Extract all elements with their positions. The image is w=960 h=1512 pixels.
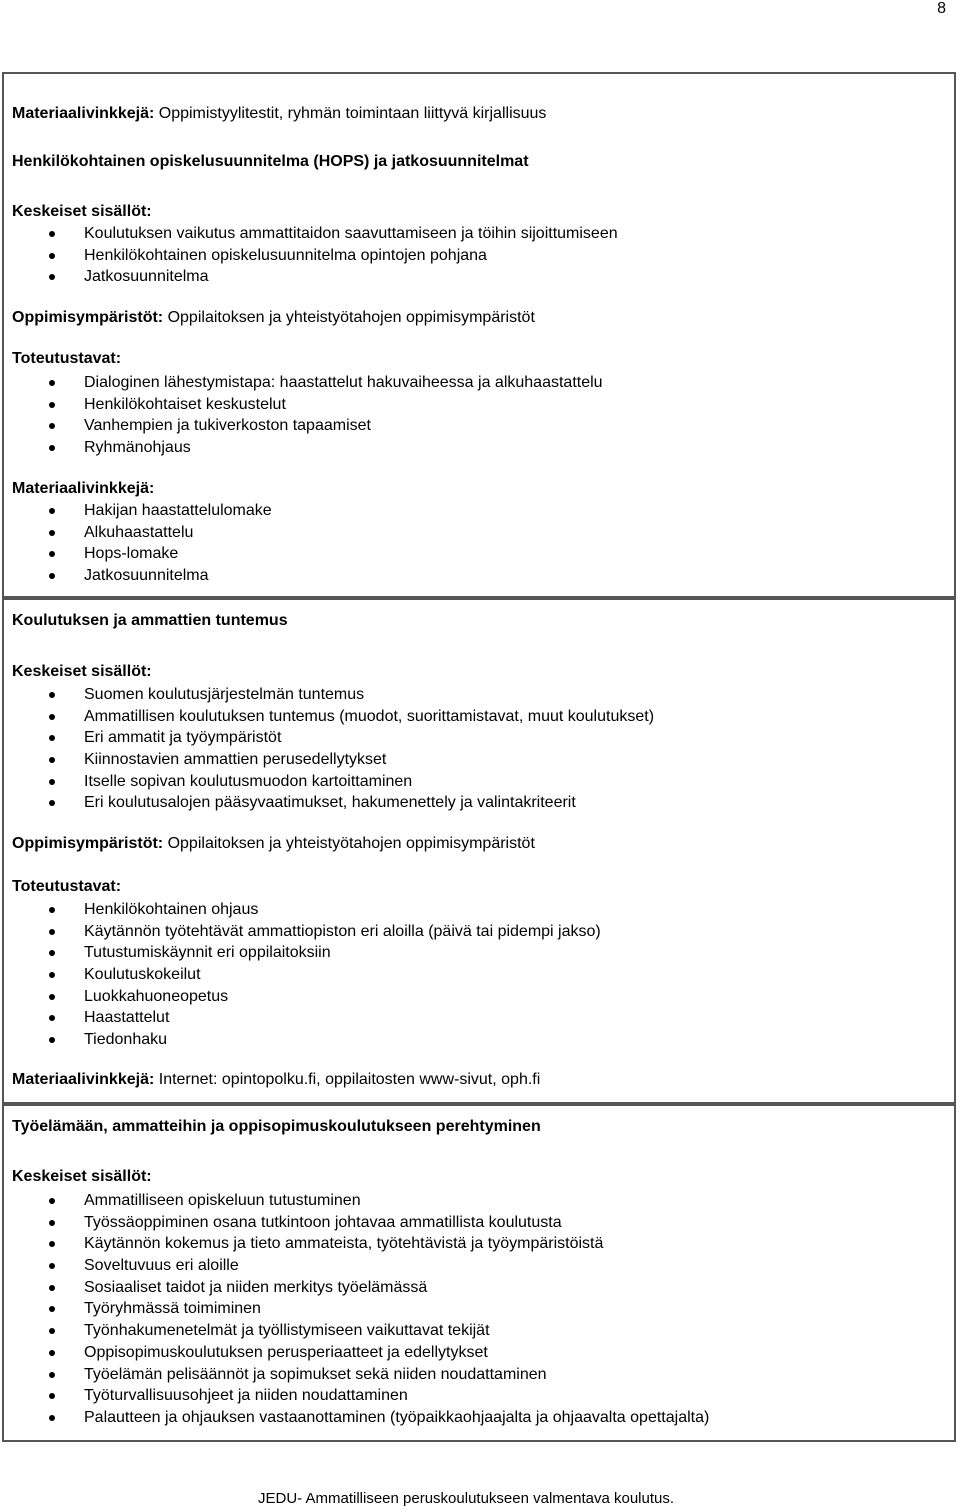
environment-text: Oppilaitoksen ja yhteistyötahojen oppimisympäristöt	[163, 309, 535, 326]
materials-label: Materiaalivinkkejä:	[12, 1071, 155, 1088]
list-item: Tutustumiskäynnit eri oppilaitoksiin	[84, 942, 601, 964]
section-heading-koulutus: Koulutuksen ja ammattien tuntemus	[12, 612, 288, 629]
methods-list	[84, 372, 603, 459]
list-item: Eri ammatit ja työympäristöt	[84, 727, 654, 749]
materials-line	[12, 105, 546, 123]
section-heading-tyoelama: Työelämään, ammatteihin ja oppisopimuskoulutukseen perehtyminen	[12, 1118, 541, 1135]
list-item: Ammatilliseen opiskeluun tutustuminen	[84, 1190, 709, 1212]
list-item: Ryhmänohjaus	[84, 437, 603, 459]
content-list	[84, 1190, 709, 1429]
list-item: Suomen koulutusjärjestelmän tuntemus	[84, 684, 654, 706]
content-label: Keskeiset sisällöt:	[12, 1168, 152, 1185]
content-label: Keskeiset sisällöt:	[12, 663, 152, 680]
list-item: Tiedonhaku	[84, 1029, 601, 1051]
list-item: Luokkahuoneopetus	[84, 986, 601, 1008]
list-item: Jatkosuunnitelma	[84, 266, 618, 288]
environment-line	[12, 835, 535, 853]
list-item: Kiinnostavien ammattien perusedellytykset	[84, 749, 654, 771]
list-item: Koulutuskokeilut	[84, 964, 601, 986]
materials-list	[84, 500, 272, 587]
list-item: Dialoginen lähestymistapa: haastattelut hakuvaiheessa ja alkuhaastattelu	[84, 372, 603, 394]
materials-line	[12, 1071, 540, 1089]
content-label: Keskeiset sisällöt:	[12, 203, 152, 220]
list-item: Hops-lomake	[84, 543, 272, 565]
list-item: Jatkosuunnitelma	[84, 565, 272, 587]
list-item: Sosiaaliset taidot ja niiden merkitys työelämässä	[84, 1277, 709, 1299]
list-item: Työnhakumenetelmät ja työllistymiseen vaikuttavat tekijät	[84, 1320, 709, 1342]
methods-label: Toteutustavat:	[12, 878, 122, 895]
list-item: Henkilökohtainen ohjaus	[84, 899, 601, 921]
section-heading-hops: Henkilökohtainen opiskelusuunnitelma (HOPS) ja jatkosuunnitelmat	[12, 153, 529, 170]
list-item: Työryhmässä toimiminen	[84, 1298, 709, 1320]
list-item: Soveltuvuus eri aloille	[84, 1255, 709, 1277]
materials-text: Internet: opintopolku.fi, oppilaitosten www-sivut, oph.fi	[154, 1071, 541, 1088]
list-item: Itselle sopivan koulutusmuodon kartoittaminen	[84, 771, 654, 793]
environment-label: Oppimisympäristöt:	[12, 309, 164, 326]
list-item: Alkuhaastattelu	[84, 522, 272, 544]
materials-text: Oppimistyylitestit, ryhmän toimintaan liittyvä kirjallisuus	[154, 105, 547, 122]
list-item: Koulutuksen vaikutus ammattitaidon saavuttamiseen ja töihin sijoittumiseen	[84, 223, 618, 245]
list-item: Oppisopimuskoulutuksen perusperiaatteet ja edellytykset	[84, 1342, 709, 1364]
list-item: Työssäoppiminen osana tutkintoon johtavaa ammatillista koulutusta	[84, 1212, 709, 1234]
list-item: Työelämän pelisäännöt ja sopimukset sekä niiden noudattaminen	[84, 1364, 709, 1386]
list-item: Käytännön kokemus ja tieto ammateista, työtehtävistä ja työympäristöistä	[84, 1233, 709, 1255]
methods-label: Toteutustavat:	[12, 350, 122, 367]
list-item: Ammatillisen koulutuksen tuntemus (muodot, suorittamistavat, muut koulutukset)	[84, 706, 654, 728]
list-item: Haastattelut	[84, 1007, 601, 1029]
list-item: Käytännön työtehtävät ammattiopiston eri aloilla (päivä tai pidempi jakso)	[84, 921, 601, 943]
page-footer: JEDU- Ammatilliseen peruskoulutukseen valmentava koulutus.	[258, 1490, 675, 1507]
methods-list	[84, 899, 601, 1051]
list-item: Hakijan haastattelulomake	[84, 500, 272, 522]
content-list	[84, 223, 618, 288]
content-list	[84, 684, 654, 814]
environment-text: Oppilaitoksen ja yhteistyötahojen oppimisympäristöt	[163, 835, 535, 852]
list-item: Henkilökohtainen opiskelusuunnitelma opintojen pohjana	[84, 245, 618, 267]
page-number: 8	[937, 0, 946, 17]
environment-line	[12, 309, 535, 327]
list-item: Palautteen ja ohjauksen vastaanottaminen (työpaikkaohjaajalta ja ohjaavalta opettajalta)	[84, 1407, 709, 1429]
list-item: Eri koulutusalojen pääsyvaatimukset, hakumenettely ja valintakriteerit	[84, 792, 654, 814]
environment-label: Oppimisympäristöt:	[12, 835, 164, 852]
list-item: Työturvallisuusohjeet ja niiden noudattaminen	[84, 1385, 709, 1407]
list-item: Henkilökohtaiset keskustelut	[84, 394, 603, 416]
materials-label: Materiaalivinkkejä:	[12, 105, 155, 122]
materials-label: Materiaalivinkkejä:	[12, 480, 155, 497]
list-item: Vanhempien ja tukiverkoston tapaamiset	[84, 415, 603, 437]
